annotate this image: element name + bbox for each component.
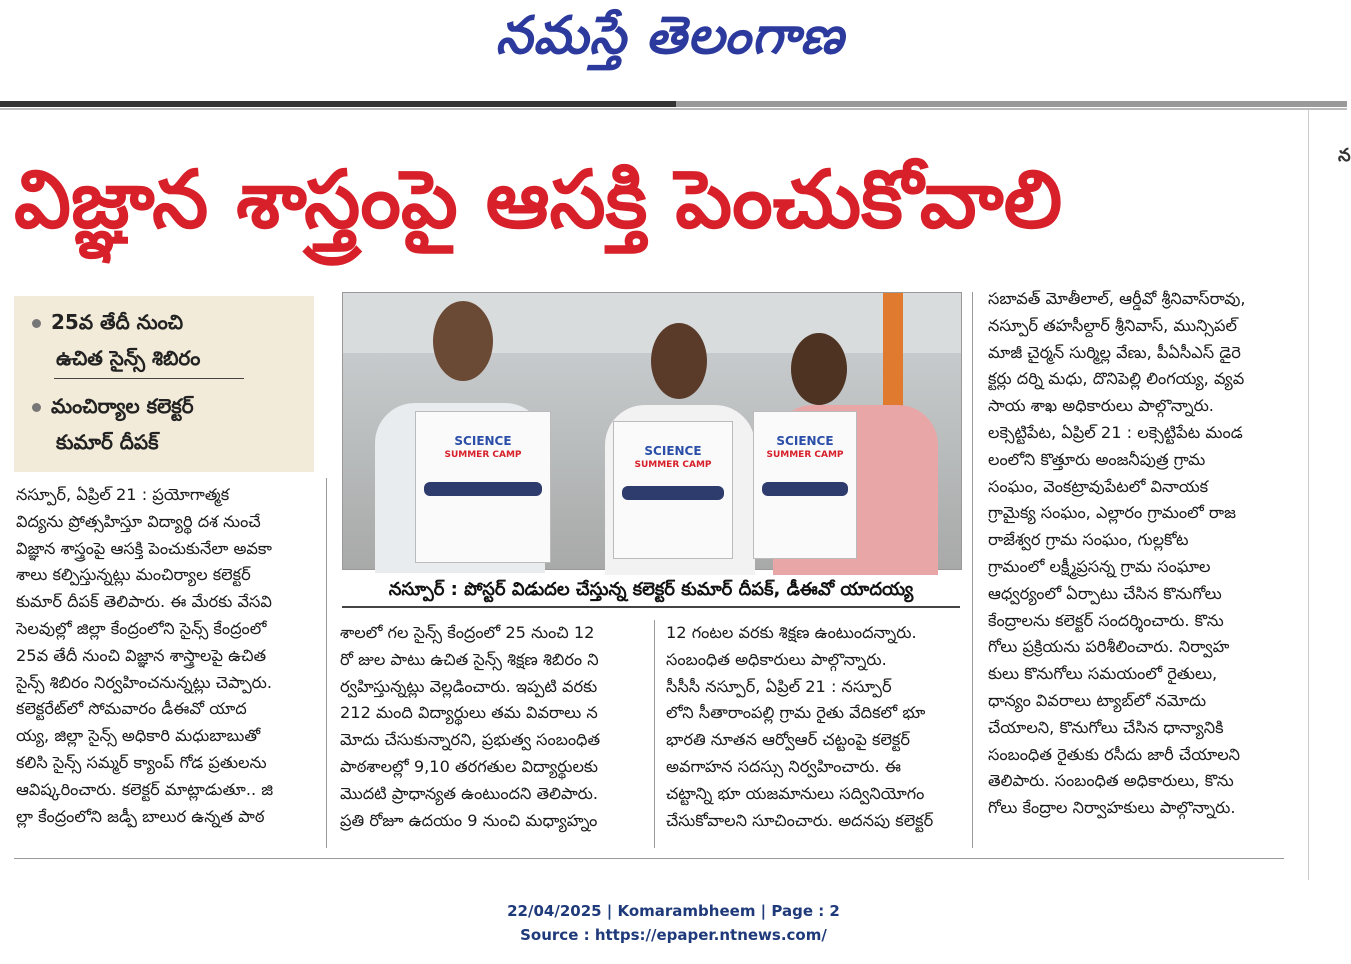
text-line: శాలలో గల సైన్స్ కేంద్రంలో 25 నుంచి 12 <box>340 623 595 642</box>
article-column-4 <box>988 286 1288 822</box>
poster-title: SCIENCE <box>644 444 702 458</box>
text-line: కేంద్రాలను కలెక్టర్ సందర్శించారు. కొను <box>988 610 1224 630</box>
text-line: ధాన్యం వివరాలు ట్యాబ్‌లో నమోదు <box>988 690 1207 710</box>
text-line: నస్పూర్ తహసీల్దార్ శ్రీనివాస్, మున్సిపల్ <box>988 315 1238 335</box>
text-line: సీసీసీ నస్పూర్, ఏప్రిల్ 21 : నస్పూర్ <box>666 676 892 696</box>
text-line: ప్రతి రోజూ ఉదయం 9 నుంచి మధ్యాహ్నం <box>340 810 598 830</box>
highlights-box <box>14 296 314 472</box>
text-line: నస్పూర్, ఏప్రిల్ 21 : ప్రయోగాత్మక <box>16 485 230 504</box>
highlight-text: 25వ తేదీ నుంచి <box>51 310 184 334</box>
text-line: రాజేశ్వర గ్రామ సంఘం, గుల్లకోట <box>988 530 1189 550</box>
highlight-text: కుమార్ దీపక్ <box>56 430 159 454</box>
text-line: విజ్ఞాన శాస్త్రంపై ఆసక్తి పెంచుకునేలా అవకా <box>16 538 272 558</box>
newspaper-logo: నమస్తే తెలంగాణ <box>495 6 845 66</box>
text-line: సైన్స్ శిబిరం నిర్వహించనున్నట్లు చెప్పారు. <box>16 672 273 692</box>
masthead <box>0 0 1347 100</box>
text-line: లక్సెట్టిపేట, ఏప్రిల్ 21 : లక్సెట్టిపేట మండ <box>988 422 1243 442</box>
text-line: సబావత్ మోతీలాల్, ఆర్డీవో శ్రీనివాస్‌రావు, <box>988 289 1246 308</box>
person-center-head <box>651 323 707 399</box>
text-line: 212 మంది విద్యార్థులు తమ వివరాలు న <box>340 703 598 723</box>
poster-subtitle: SUMMER CAMP <box>634 460 712 470</box>
text-line: మాజీ చైర్మన్ సుర్మిల్ల వేణు, పీఏసీఎస్ డైరె <box>988 342 1241 362</box>
text-line: సంఘం, వెంకట్రావుపేటలో వినాయక <box>988 476 1209 496</box>
text-line: సంబంధిత అధికారులు పాల్గొన్నారు. <box>666 649 887 669</box>
text-line: య్య, జిల్లా సైన్స్ అధికారి మధుబాబుతో <box>16 726 261 746</box>
poster-band <box>424 482 542 496</box>
article-column-3 <box>666 620 962 834</box>
text-line: క్టర్లు దర్ని మధు, దొనిపెల్లి లింగయ్య, వ్యవ <box>988 369 1245 389</box>
text-line: 25వ తేదీ నుంచి విజ్ఞాన శాస్త్రాలపై ఉచిత <box>16 645 267 665</box>
adjacent-article-fragment: న <box>1338 145 1351 166</box>
poster-title: SCIENCE <box>776 434 834 448</box>
article-column-2 <box>340 620 644 834</box>
footer-source-link[interactable]: Source : https://epaper.ntnews.com/ <box>520 926 827 944</box>
text-line: విద్యను ప్రోత్సహిస్తూ విద్యార్థి దశ నుంచే <box>16 511 261 531</box>
masthead-rule-thin <box>0 108 1347 110</box>
text-line: గోలు కేంద్రాల నిర్వాహకులు పాల్గొన్నారు. <box>988 798 1236 818</box>
text-line: చట్టాన్ని భూ యజమానులు సద్వినియోగం <box>666 783 925 803</box>
bullet-icon <box>32 403 41 412</box>
text-line: మోదు చేసుకున్నారని, ప్రభుత్వ సంబంధిత <box>340 730 601 750</box>
masthead-rule-dark <box>0 101 676 107</box>
flag-icon <box>883 293 903 413</box>
column-divider <box>972 292 973 848</box>
article-bottom-rule <box>14 858 1284 859</box>
text-line: కలిసి సైన్స్ సమ్మర్ క్యాంప్ గోడ ప్రతులను <box>16 752 267 772</box>
bullet-icon <box>32 319 41 328</box>
text-line: గ్రామంలో లక్ష్మీప్రసన్న గ్రామ సంఘాల <box>988 556 1211 576</box>
highlight-item-cont <box>56 340 200 376</box>
text-line: సెలవుల్లో జిల్లా కేంద్రంలోని సైన్స్ కేంద్రంలో <box>16 618 267 638</box>
column-divider <box>326 478 327 848</box>
text-line: చేసుకోవాలని సూచించారు. అదనపు కలెక్టర్ <box>666 810 934 830</box>
poster-right <box>753 411 857 559</box>
text-line: కుమార్ దీపక్ తెలిపారు. ఈ మేరకు వేసవి <box>16 592 272 612</box>
masthead-rule-grey <box>676 101 1347 107</box>
text-line: ఆధ్వర్యంలో ఏర్పాటు చేసిన కొనుగోలు <box>988 583 1222 603</box>
text-line: సాయ శాఖ అధికారులు పాల్గొన్నారు. <box>988 396 1214 416</box>
text-line: ర్వహిస్తున్నట్లు వెల్లడించారు. ఇప్పటి వరకు <box>340 676 598 696</box>
poster-band <box>622 486 724 500</box>
photo-caption: నస్పూర్ : పోస్టర్ విడుదల చేస్తున్న కలెక్టర్ కుమార్ దీపక్, డీఈవో యాదయ్య <box>342 574 960 608</box>
person-left-head <box>433 301 493 381</box>
text-line: లంలోని కొత్తూరు అంజనీపుత్ర గ్రామ <box>988 449 1206 469</box>
highlight-item-cont <box>56 424 159 460</box>
text-line: చేయాలని, కొనుగోలు చేసిన ధాన్యానికి <box>988 717 1224 737</box>
text-line: అవగాహన సదస్సు నిర్వహించారు. ఈ <box>666 756 901 776</box>
poster-subtitle: SUMMER CAMP <box>766 450 844 460</box>
highlight-divider <box>54 378 244 379</box>
text-line: రో జుల పాటు ఉచిత సైన్స్ శిక్షణ శిబిరం ని <box>340 649 599 669</box>
highlight-item <box>32 388 194 424</box>
adjacent-column-divider <box>1308 110 1309 880</box>
article-photo <box>342 292 962 570</box>
text-line: శాలు కల్పిస్తున్నట్లు మంచిర్యాల కలెక్టర్ <box>16 565 251 585</box>
poster-title: SCIENCE <box>454 434 512 448</box>
text-line: సంబంధిత రైతుకు రసీదు జారీ చేయాలని <box>988 744 1241 764</box>
highlight-text: ఉచిత సైన్స్ శిబిరం <box>56 346 201 370</box>
poster-center <box>613 421 733 559</box>
highlight-item <box>32 304 183 340</box>
text-line: ల్లా కేంద్రంలోని జడ్పీ బాలుర ఉన్నత పాఠ <box>16 806 265 826</box>
poster-subtitle: SUMMER CAMP <box>444 450 522 460</box>
text-line: కలెక్టరేట్‌లో సోమవారం డీఈవో యాద <box>16 699 247 719</box>
text-line: భారతి నూతన ఆర్వోఆర్ చట్టంపై కలెక్టర్ <box>666 730 910 750</box>
text-line: పాఠశాలల్లో 9,10 తరగతుల విద్యార్థులకు <box>340 756 598 776</box>
text-line: ఆవిష్కరించారు. కలెక్టర్ మాట్లాడుతూ.. జి <box>16 779 274 799</box>
text-line: గోలు ప్రక్రియను పరిశీలించారు. నిర్వాహ <box>988 637 1230 657</box>
article-headline: విజ్ఞాన శాస్త్రంపై ఆసక్తి పెంచుకోవాలి <box>14 153 1063 246</box>
person-right-head <box>791 333 847 405</box>
poster-left <box>415 411 551 563</box>
highlight-text: మంచిర్యాల కలెక్టర్ <box>51 394 194 418</box>
text-line: తెలిపారు. సంబంధిత అధికారులు, కొను <box>988 771 1234 791</box>
footer-date-edition: 22/04/2025 | Komarambheem | Page : 2 <box>507 902 840 920</box>
text-line: 12 గంటల వరకు శిక్షణ ఉంటుందన్నారు. <box>666 623 917 642</box>
column-divider <box>654 620 655 848</box>
text-line: కులు కొనుగోలు సమయంలో రైతులు, <box>988 664 1218 684</box>
text-line: మొదటి ప్రాధాన్యత ఉంటుందని తెలిపారు. <box>340 783 599 803</box>
text-line: గ్రామైక్య సంఘం, ఎల్లారం గ్రామంలో రాజ <box>988 503 1236 523</box>
text-line: లోని సీతారాంపల్లి గ్రామ రైతు వేదికలో భూ <box>666 703 926 723</box>
poster-band <box>762 482 848 496</box>
article-column-1 <box>16 482 316 830</box>
